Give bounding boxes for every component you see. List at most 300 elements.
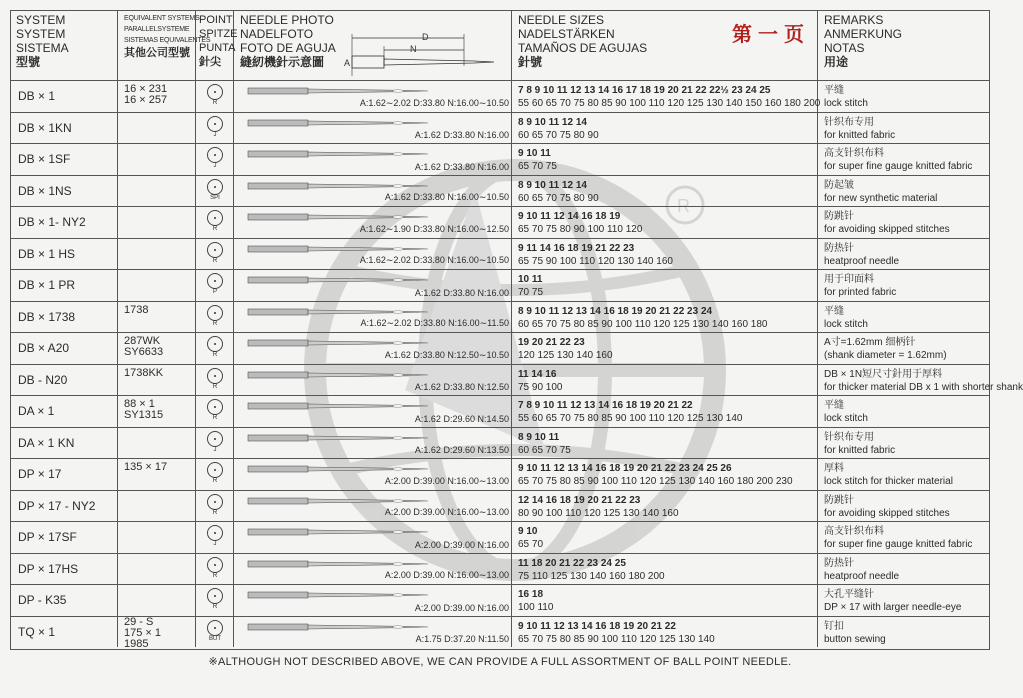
needle-photo-icon bbox=[248, 181, 428, 193]
header-equivalent-en: EQUIVALENT SYSTEMS bbox=[124, 15, 200, 22]
table-row bbox=[10, 143, 990, 175]
point-cell bbox=[196, 113, 234, 144]
point-code: R bbox=[212, 226, 218, 232]
size-metric: 65 70 bbox=[518, 539, 544, 550]
size-metric: 100 110 bbox=[518, 602, 554, 613]
needle-measurements: A:1.75 D:37.20 N:11.50 bbox=[415, 634, 509, 644]
size-numbers: 16 18 bbox=[518, 589, 544, 600]
remark-zh: 防跳针 bbox=[824, 211, 854, 222]
point-code: SPI bbox=[210, 194, 220, 201]
point-shape-icon bbox=[207, 431, 223, 447]
photo-cell bbox=[234, 491, 512, 522]
point-cell bbox=[196, 491, 234, 522]
table-row bbox=[10, 584, 990, 616]
point-code: R bbox=[212, 383, 218, 390]
remark-zh: 针织布专用 bbox=[824, 431, 874, 443]
needle-measurements: A:1.62 D:33.80 N:16.00 bbox=[414, 161, 509, 172]
point-cell bbox=[196, 239, 234, 270]
needle-photo-icon bbox=[248, 86, 428, 98]
photo-cell bbox=[234, 396, 512, 427]
needle-table bbox=[10, 10, 1023, 650]
remark-en: for thicker material DB x 1 with shorter shank bbox=[824, 381, 1023, 393]
point-cell bbox=[196, 302, 234, 333]
sizes-cell bbox=[512, 522, 818, 553]
point-cell bbox=[196, 617, 234, 648]
remark-cell bbox=[818, 554, 990, 585]
point-shape-icon bbox=[207, 84, 223, 100]
equivalent-cell bbox=[118, 365, 196, 396]
remark-en: (shank diameter = 1.62mm) bbox=[824, 350, 947, 361]
header-remarks-de: ANMERKUNG bbox=[824, 27, 903, 41]
equivalent-cell bbox=[118, 302, 196, 333]
size-numbers: 12 14 16 18 19 20 21 22 23 bbox=[518, 494, 641, 506]
photo-cell bbox=[234, 270, 512, 301]
point-shape-icon bbox=[207, 210, 223, 226]
equivalent-system: 175 × 1 bbox=[124, 626, 162, 639]
remark-zh: 防热针 bbox=[824, 242, 854, 254]
size-numbers: 10 11 bbox=[518, 274, 543, 285]
header-point-en: POINT bbox=[199, 14, 233, 26]
needle-measurements: A:1.62 D:33.80 N:16.00 bbox=[414, 130, 509, 140]
size-metric: 60 65 70 75 80 90 bbox=[518, 129, 599, 141]
point-shape-icon bbox=[207, 147, 223, 163]
sizes-cell bbox=[512, 113, 818, 144]
point-shape-icon bbox=[207, 462, 223, 478]
size-metric: 60 65 70 75 80 85 90 100 110 120 125 130 140 160 180 bbox=[518, 318, 768, 330]
remark-en: lock stitch bbox=[824, 318, 868, 330]
size-metric: 55 60 65 70 75 80 85 90 100 110 120 125 130 140 150 160 180 200 bbox=[518, 98, 821, 109]
point-code: J bbox=[213, 131, 217, 138]
remark-zh: 平缝 bbox=[824, 85, 844, 96]
point-cell bbox=[196, 176, 234, 207]
system-cell: DP × 17HS bbox=[10, 554, 118, 585]
remark-en: button sewing bbox=[824, 633, 886, 645]
sizes-cell bbox=[512, 365, 818, 396]
remark-cell bbox=[818, 365, 1023, 396]
remark-en: for avoiding skipped stitches bbox=[824, 507, 950, 519]
header-equivalent-zh: 其他公司型號 bbox=[124, 47, 190, 59]
size-metric: 65 70 75 80 85 90 100 110 120 125 130 140 bbox=[518, 633, 715, 645]
point-code: R bbox=[212, 509, 218, 516]
remark-en: for knitted fabric bbox=[824, 129, 896, 141]
equivalent-cell bbox=[118, 270, 196, 301]
system-cell: DB × 1- NY2 bbox=[10, 207, 118, 238]
equivalent-cell bbox=[118, 176, 196, 207]
header-equivalent-es: SISTEMAS EQUIVALENTES bbox=[124, 37, 211, 44]
remark-cell bbox=[818, 522, 990, 553]
system-cell: DP × 17 bbox=[10, 459, 118, 490]
size-metric: 65 75 90 100 110 120 130 140 160 bbox=[518, 255, 673, 267]
needle-dimension-diagram bbox=[344, 30, 504, 76]
remark-cell bbox=[818, 396, 990, 427]
needle-photo-icon bbox=[248, 307, 428, 319]
header-photo bbox=[234, 10, 512, 80]
size-metric: 65 70 75 80 90 100 110 120 bbox=[518, 224, 643, 235]
point-shape-icon bbox=[207, 620, 223, 636]
point-code: R bbox=[212, 478, 218, 484]
equivalent-system: 29 - S bbox=[124, 615, 154, 628]
needle-photo-icon bbox=[248, 527, 428, 539]
sizes-cell bbox=[512, 554, 818, 585]
sizes-cell bbox=[512, 333, 818, 364]
header-system-zh: 型號 bbox=[16, 55, 41, 69]
equivalent-system: SY1315 bbox=[124, 409, 164, 421]
header-point-zh: 針尖 bbox=[199, 56, 221, 68]
remark-en: heatproof needle bbox=[824, 570, 900, 582]
header-system-es: SISTEMA bbox=[16, 41, 69, 55]
system-cell: DB × 1KN bbox=[10, 113, 118, 144]
remark-en: for avoiding skipped stitches bbox=[824, 224, 950, 235]
remark-zh: DB × 1N短尺寸針用于厚料 bbox=[824, 368, 943, 380]
size-metric: 75 90 100 bbox=[518, 381, 563, 393]
point-shape-icon bbox=[207, 242, 223, 258]
point-code: P bbox=[212, 289, 217, 295]
equivalent-cell bbox=[118, 207, 196, 238]
size-numbers: 19 20 21 22 23 bbox=[518, 337, 585, 348]
equivalent-cell bbox=[118, 333, 196, 364]
point-code: R bbox=[212, 604, 218, 610]
point-code: R bbox=[212, 257, 218, 264]
remark-cell bbox=[818, 144, 990, 175]
needle-photo-icon bbox=[248, 338, 428, 350]
sizes-cell bbox=[512, 144, 818, 175]
photo-cell bbox=[234, 365, 512, 396]
equivalent-cell bbox=[118, 428, 196, 459]
sizes-cell bbox=[512, 459, 818, 490]
equivalent-cell bbox=[118, 81, 196, 112]
remark-zh: 用于印面料 bbox=[824, 274, 874, 285]
system-cell: DP × 17SF bbox=[10, 522, 118, 553]
table-row bbox=[10, 206, 990, 238]
point-cell bbox=[196, 207, 234, 238]
remark-zh: 针织布专用 bbox=[824, 116, 874, 128]
remark-en: for super fine gauge knitted fabric bbox=[824, 161, 973, 172]
equivalent-cell bbox=[118, 113, 196, 144]
table-header bbox=[10, 10, 990, 80]
needle-measurements: A:2.00 D:39.00 N:16.00∼13.00 bbox=[384, 475, 509, 486]
needle-measurements: A:1.62∼2.02 D:33.80 N:16.00∼11.50 bbox=[360, 318, 509, 328]
remark-en: lock stitch for thicker material bbox=[824, 476, 953, 487]
sizes-cell bbox=[512, 302, 818, 333]
equivalent-system: SY6633 bbox=[124, 346, 164, 358]
equivalent-system: 1738 bbox=[124, 303, 149, 316]
sizes-cell bbox=[512, 239, 818, 270]
point-shape-icon bbox=[207, 399, 223, 415]
size-numbers: 8 9 10 11 bbox=[518, 431, 560, 443]
equivalent-system: 88 × 1 bbox=[124, 398, 155, 410]
table-row bbox=[10, 269, 990, 301]
needle-measurements: A:1.62 D:33.80 N:12.50 bbox=[414, 382, 509, 392]
size-numbers: 9 11 14 16 18 19 21 22 23 bbox=[518, 242, 635, 254]
remark-zh: 防起皱 bbox=[824, 179, 854, 191]
remark-zh: 高支针织布料 bbox=[824, 148, 884, 159]
remark-zh: 高支针织布料 bbox=[824, 526, 884, 537]
point-cell bbox=[196, 522, 234, 553]
table-row bbox=[10, 364, 1023, 396]
point-cell bbox=[196, 428, 234, 459]
point-code: BUT bbox=[209, 635, 221, 642]
size-metric: 65 70 75 bbox=[518, 161, 557, 172]
needle-photo-icon bbox=[248, 559, 428, 571]
header-system-de: SYSTEM bbox=[16, 27, 66, 41]
header-point bbox=[196, 10, 238, 80]
remark-en: for knitted fabric bbox=[824, 444, 896, 456]
remark-en: for super fine gauge knitted fabric bbox=[824, 539, 973, 550]
needle-measurements: A:2.00 D:39.00 N:16.00∼13.00 bbox=[384, 570, 509, 580]
size-numbers: 8 9 10 11 12 14 bbox=[518, 116, 587, 128]
point-shape-icon bbox=[207, 273, 223, 289]
needle-photo-icon bbox=[248, 370, 428, 382]
size-numbers: 7 8 9 10 11 12 13 14 16 18 19 20 21 22 bbox=[518, 400, 693, 411]
remark-en: DP × 17 with larger needle-eye bbox=[824, 602, 962, 613]
point-shape-icon bbox=[207, 557, 223, 573]
size-metric: 75 110 125 130 140 160 180 200 bbox=[518, 570, 665, 582]
remark-zh: 厚料 bbox=[824, 463, 844, 474]
photo-cell bbox=[234, 113, 512, 144]
photo-cell bbox=[234, 176, 512, 207]
sizes-cell bbox=[512, 617, 818, 648]
photo-cell bbox=[234, 585, 512, 616]
size-metric: 120 125 130 140 160 bbox=[518, 350, 613, 361]
size-numbers: 7 8 9 10 11 12 13 14 16 17 18 19 20 21 22 22½ 23 24 25 bbox=[518, 85, 771, 96]
size-metric: 65 70 75 80 85 90 100 110 120 125 130 140 160 180 200 230 bbox=[518, 476, 793, 487]
table-row bbox=[10, 521, 990, 553]
needle-photo-icon bbox=[248, 496, 428, 508]
table-row bbox=[10, 427, 990, 459]
table-row bbox=[10, 553, 990, 585]
page-label: 第一页 bbox=[732, 22, 810, 46]
point-cell bbox=[196, 144, 234, 175]
remark-zh: 大孔平缝针 bbox=[824, 589, 874, 600]
needle-photo-icon bbox=[248, 244, 428, 256]
equivalent-cell bbox=[118, 585, 196, 616]
header-remarks-en: REMARKS bbox=[824, 13, 884, 27]
sizes-cell bbox=[512, 270, 818, 301]
needle-measurements: A:2.00 D:39.00 N:16.00 bbox=[414, 539, 509, 550]
remark-cell bbox=[818, 428, 990, 459]
point-cell bbox=[196, 270, 234, 301]
table-row bbox=[10, 112, 990, 144]
sizes-cell bbox=[512, 81, 821, 112]
equivalent-system: 135 × 17 bbox=[124, 461, 168, 473]
needle-measurements: A:1.62∼2.02 D:33.80 N:16.00∼10.50 bbox=[359, 97, 509, 108]
equivalent-system: 16 × 231 bbox=[124, 83, 168, 95]
table-row bbox=[10, 301, 990, 333]
header-sizes-de: NADELSTÄRKEN bbox=[518, 27, 615, 41]
system-cell: TQ × 1 bbox=[10, 617, 118, 648]
point-shape-icon bbox=[207, 494, 223, 510]
needle-measurements: A:1.62 D:33.80 N:16.00 bbox=[414, 287, 509, 298]
remark-cell bbox=[818, 491, 990, 522]
equivalent-cell bbox=[118, 144, 196, 175]
table-row bbox=[10, 490, 990, 522]
remark-cell bbox=[818, 81, 990, 112]
equivalent-cell bbox=[118, 522, 196, 553]
remark-cell bbox=[818, 270, 990, 301]
table-row bbox=[10, 175, 990, 207]
diagram-label-n: N bbox=[410, 44, 417, 54]
remark-cell bbox=[818, 459, 990, 490]
sizes-cell bbox=[512, 396, 818, 427]
table-row bbox=[10, 238, 990, 270]
needle-measurements: A:1.62∼2.02 D:33.80 N:16.00∼10.50 bbox=[359, 255, 509, 265]
point-shape-icon bbox=[207, 368, 223, 384]
system-cell: DB - N20 bbox=[10, 365, 118, 396]
point-code: J bbox=[213, 446, 217, 453]
svg-text:R: R bbox=[677, 196, 690, 216]
needle-photo-icon bbox=[248, 401, 428, 413]
remark-cell bbox=[818, 617, 990, 648]
header-photo-de: NADELFOTO bbox=[240, 27, 314, 41]
photo-cell bbox=[234, 302, 512, 333]
equivalent-cell bbox=[118, 239, 196, 270]
table-row bbox=[10, 332, 990, 364]
point-cell bbox=[196, 333, 234, 364]
equivalent-cell bbox=[118, 396, 196, 427]
header-remarks-es: NOTAS bbox=[824, 41, 865, 55]
equivalent-cell bbox=[118, 617, 196, 648]
header-photo-zh: 縫紉機針示意圖 bbox=[240, 55, 325, 69]
remark-cell bbox=[818, 113, 990, 144]
photo-cell bbox=[234, 81, 512, 112]
equivalent-system: 1738KK bbox=[124, 366, 164, 379]
header-system-en: SYSTEM bbox=[16, 13, 66, 27]
remark-zh: 平缝 bbox=[824, 305, 844, 317]
needle-photo-icon bbox=[248, 590, 428, 602]
size-numbers: 9 10 11 12 14 16 18 19 bbox=[518, 211, 621, 222]
needle-photo-icon bbox=[248, 433, 428, 445]
remark-zh: 防热针 bbox=[824, 557, 854, 569]
sizes-cell bbox=[512, 176, 818, 207]
sizes-cell bbox=[512, 491, 818, 522]
system-cell: DB × 1 PR bbox=[10, 270, 118, 301]
table-row bbox=[10, 616, 990, 648]
equivalent-cell bbox=[118, 554, 196, 585]
needle-measurements: A:1.62 D:33.80 N:16.00∼10.50 bbox=[384, 192, 509, 202]
needle-photo-icon bbox=[248, 275, 428, 287]
remark-cell bbox=[818, 207, 990, 238]
remark-zh: 防跳针 bbox=[824, 494, 854, 506]
photo-cell bbox=[234, 522, 512, 553]
remark-en: for printed fabric bbox=[824, 287, 897, 298]
footer-note: ※ALTHOUGH NOT DESCRIBED ABOVE, WE CAN PROVIDE A FULL ASSORTMENT OF BALL POINT NEEDLE. bbox=[208, 656, 792, 668]
sizes-cell bbox=[512, 428, 818, 459]
needle-photo-icon bbox=[248, 212, 428, 224]
needle-measurements: A:1.62 D:29.60 N:13.50 bbox=[414, 445, 509, 455]
photo-cell bbox=[234, 239, 512, 270]
needle-photo-icon bbox=[248, 149, 428, 161]
needle-measurements: A:2.00 D:39.00 N:16.00∼13.00 bbox=[384, 507, 509, 517]
equivalent-cell bbox=[118, 459, 196, 490]
point-cell bbox=[196, 459, 234, 490]
point-code: J bbox=[213, 163, 217, 169]
sizes-cell bbox=[512, 207, 818, 238]
size-metric: 60 65 70 75 80 90 bbox=[518, 192, 599, 204]
remark-en: lock stitch bbox=[824, 413, 868, 424]
remark-zh: A寸=1.62mm 细柄针 bbox=[824, 337, 916, 348]
point-cell bbox=[196, 396, 234, 427]
needle-measurements: A:1.62 D:33.80 N:12.50∼10.50 bbox=[384, 349, 509, 360]
equivalent-system: 16 × 257 bbox=[124, 94, 168, 106]
system-cell: DA × 1 KN bbox=[10, 428, 118, 459]
system-cell: DB × A20 bbox=[10, 333, 118, 364]
equivalent-cell bbox=[118, 491, 196, 522]
system-cell: DB × 1738 bbox=[10, 302, 118, 333]
needle-measurements: A:1.62 D:29.60 N:14.50 bbox=[414, 413, 509, 424]
header-photo-en: NEEDLE PHOTO bbox=[240, 13, 334, 27]
header-remarks-zh: 用途 bbox=[824, 55, 849, 69]
equivalent-system: 1985 bbox=[124, 637, 149, 650]
system-cell: DB × 1NS bbox=[10, 176, 118, 207]
table-row bbox=[10, 395, 990, 427]
remark-zh: 钉扣 bbox=[824, 620, 844, 632]
size-metric: 80 90 100 110 120 125 130 140 160 bbox=[518, 507, 679, 519]
photo-cell bbox=[234, 144, 512, 175]
header-system bbox=[10, 10, 118, 80]
needle-measurements: A:1.62∼1.90 D:33.80 N:16.00∼12.50 bbox=[359, 223, 509, 234]
size-metric: 60 65 70 75 bbox=[518, 444, 571, 456]
equivalent-system: 287WK bbox=[124, 335, 161, 347]
photo-cell bbox=[234, 617, 512, 648]
system-cell: DP - K35 bbox=[10, 585, 118, 616]
point-code: J bbox=[213, 541, 217, 547]
system-cell: DB × 1 bbox=[10, 81, 118, 112]
photo-cell bbox=[234, 459, 512, 490]
diagram-label-d: D bbox=[422, 32, 429, 42]
point-shape-icon bbox=[207, 305, 223, 321]
header-point-es: PUNTA bbox=[199, 42, 236, 54]
remark-en: lock stitch bbox=[824, 98, 868, 109]
point-shape-icon bbox=[207, 336, 223, 352]
size-numbers: 9 10 bbox=[518, 526, 538, 537]
size-numbers: 8 9 10 11 12 13 14 16 18 19 20 21 22 23 24 bbox=[518, 305, 713, 317]
sizes-cell bbox=[512, 585, 818, 616]
header-sizes-en: NEEDLE SIZES bbox=[518, 13, 605, 27]
header-sizes-es: TAMAÑOS DE AGUJAS bbox=[518, 41, 648, 55]
point-shape-icon bbox=[207, 525, 223, 541]
photo-cell bbox=[234, 554, 512, 585]
size-numbers: 9 10 11 12 13 14 16 18 19 20 21 22 bbox=[518, 620, 676, 632]
remark-cell bbox=[818, 239, 990, 270]
photo-cell bbox=[234, 207, 512, 238]
point-code: R bbox=[212, 352, 218, 358]
system-cell: DP × 17 - NY2 bbox=[10, 491, 118, 522]
table-row bbox=[10, 458, 990, 490]
point-shape-icon bbox=[207, 588, 223, 604]
size-metric: 55 60 65 70 75 80 85 90 100 110 120 125 130 140 bbox=[518, 413, 743, 424]
needle-measurements: A:2.00 D:39.00 N:16.00 bbox=[414, 602, 509, 613]
remark-en: for new synthetic material bbox=[824, 192, 938, 204]
point-code: R bbox=[212, 572, 218, 579]
remark-en: heatproof needle bbox=[824, 255, 900, 267]
point-cell bbox=[196, 554, 234, 585]
remark-cell bbox=[818, 176, 990, 207]
needle-photo-icon bbox=[248, 622, 428, 634]
point-code: R bbox=[212, 320, 218, 327]
header-point-de: SPITZE bbox=[199, 28, 238, 40]
header-remarks bbox=[818, 10, 990, 80]
diagram-label-a: A bbox=[344, 58, 351, 68]
remark-cell bbox=[818, 585, 990, 616]
size-metric: 70 75 bbox=[518, 287, 544, 298]
photo-cell bbox=[234, 428, 512, 459]
header-sizes-zh: 針號 bbox=[518, 55, 543, 69]
remark-cell bbox=[818, 333, 990, 364]
size-numbers: 11 18 20 21 22 23 24 25 bbox=[518, 557, 626, 569]
point-cell bbox=[196, 81, 234, 112]
table-row bbox=[10, 80, 990, 112]
system-cell: DB × 1SF bbox=[10, 144, 118, 175]
